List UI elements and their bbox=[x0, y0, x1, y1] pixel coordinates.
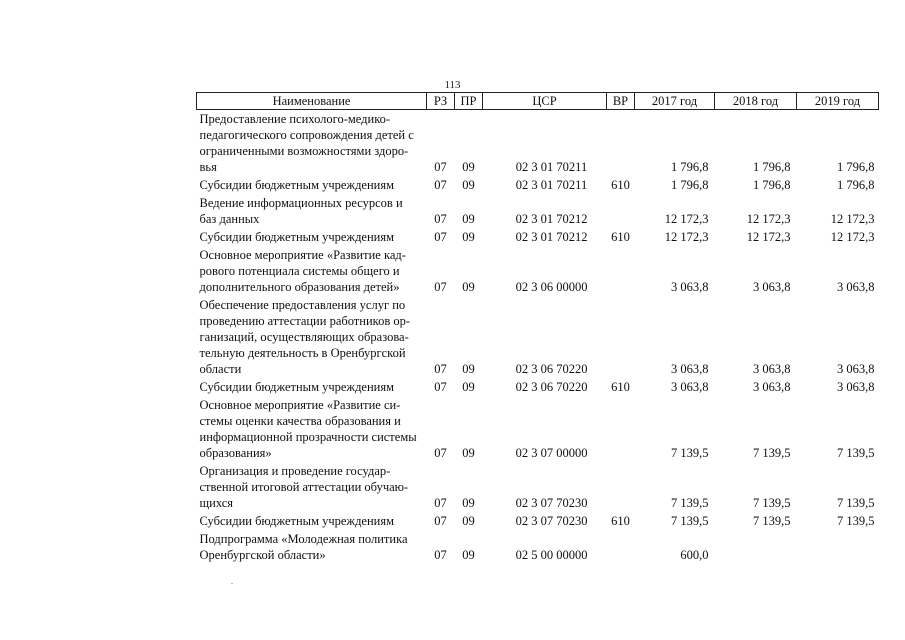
row-value-2019: 7 139,5 bbox=[837, 496, 875, 510]
row-pr: 09 bbox=[462, 514, 475, 528]
row-rz: 07 bbox=[434, 548, 447, 562]
row-name-line: проведению аттестации работников ор- bbox=[199, 314, 411, 328]
row-name-line: информационной прозрачности системы bbox=[199, 430, 417, 444]
row-name-line: дополнительного образования детей» bbox=[199, 280, 400, 294]
row-rz: 07 bbox=[434, 230, 447, 244]
table-row bbox=[197, 194, 879, 228]
row-rz: 07 bbox=[434, 514, 447, 528]
row-rz: 07 bbox=[434, 160, 447, 174]
row-name-line: области bbox=[199, 362, 242, 376]
row-vr: 610 bbox=[611, 380, 630, 394]
row-name bbox=[197, 246, 427, 296]
row-name bbox=[197, 530, 427, 564]
row-name-line: стемы оценки качества образования и bbox=[199, 414, 401, 428]
table-row bbox=[197, 396, 879, 462]
row-csr: 02 3 01 70212 bbox=[515, 230, 588, 244]
row-name-line: Субсидии бюджетным учреждениям bbox=[199, 514, 395, 528]
row-name-line: Субсидии бюджетным учреждениям bbox=[199, 380, 395, 394]
row-value-2018: 3 063,8 bbox=[753, 380, 791, 394]
row-vr bbox=[607, 246, 635, 296]
row-value-2017: 12 172,3 bbox=[664, 212, 709, 226]
row-csr: 02 3 07 00000 bbox=[515, 446, 588, 460]
row-value-2018: 1 796,8 bbox=[753, 160, 791, 174]
row-pr: 09 bbox=[462, 362, 475, 376]
row-csr: 02 3 07 70230 bbox=[515, 514, 588, 528]
row-rz: 07 bbox=[434, 280, 447, 294]
row-vr: 610 bbox=[611, 514, 630, 528]
table-row bbox=[197, 378, 879, 396]
row-name-line: Основное мероприятие «Развитие кад- bbox=[199, 248, 406, 262]
table-row bbox=[197, 246, 879, 296]
row-pr: 09 bbox=[462, 212, 475, 226]
header-row bbox=[197, 93, 879, 110]
row-value-2018: 7 139,5 bbox=[753, 514, 791, 528]
row-name bbox=[197, 512, 427, 530]
row-value-2019: 1 796,8 bbox=[837, 178, 875, 192]
header-pr: ПР bbox=[455, 93, 483, 110]
row-value-2019: 12 172,3 bbox=[830, 230, 875, 244]
row-name-line: ганизаций, осуществляющих образова- bbox=[199, 330, 409, 344]
header-csr: ЦСР bbox=[483, 93, 607, 110]
row-vr bbox=[607, 396, 635, 462]
row-value-2019: 12 172,3 bbox=[830, 212, 875, 226]
table-header bbox=[197, 93, 879, 110]
row-value-2017: 600,0 bbox=[680, 548, 709, 562]
table-row bbox=[197, 228, 879, 246]
row-name-line: образования» bbox=[199, 446, 272, 460]
row-csr: 02 3 01 70212 bbox=[515, 212, 588, 226]
row-value-2018: 3 063,8 bbox=[753, 280, 791, 294]
row-rz: 07 bbox=[434, 178, 447, 192]
row-value-2019: 1 796,8 bbox=[837, 160, 875, 174]
row-rz: 07 bbox=[434, 446, 447, 460]
row-vr bbox=[607, 194, 635, 228]
row-value-2017: 3 063,8 bbox=[671, 380, 709, 394]
row-csr: 02 5 00 00000 bbox=[515, 548, 588, 562]
row-name-line: Организация и проведение государ- bbox=[199, 464, 391, 478]
table-body bbox=[197, 110, 879, 565]
header-year-2019: 2019 год bbox=[797, 93, 879, 110]
row-csr: 02 3 01 70211 bbox=[515, 160, 588, 174]
row-name-line: Субсидии бюджетным учреждениям bbox=[199, 230, 395, 244]
row-name bbox=[197, 462, 427, 512]
table-row bbox=[197, 296, 879, 378]
row-value-2017: 7 139,5 bbox=[671, 514, 709, 528]
row-name-line: Основное мероприятие «Развитие си- bbox=[199, 398, 401, 412]
row-value-2018 bbox=[715, 530, 797, 564]
page-number: 113 bbox=[444, 79, 461, 91]
header-name: Наименование bbox=[197, 93, 427, 110]
row-name-line: Оренбургской области» bbox=[199, 548, 326, 562]
row-name bbox=[197, 396, 427, 462]
table-row bbox=[197, 530, 879, 564]
row-name-line: Ведение информационных ресурсов и bbox=[199, 196, 403, 210]
table-row bbox=[197, 110, 879, 177]
row-vr bbox=[607, 530, 635, 564]
row-rz: 07 bbox=[434, 496, 447, 510]
row-vr bbox=[607, 296, 635, 378]
row-csr: 02 3 06 70220 bbox=[515, 362, 588, 376]
row-value-2019: 7 139,5 bbox=[837, 446, 875, 460]
row-csr: 02 3 06 00000 bbox=[515, 280, 588, 294]
row-value-2019: 3 063,8 bbox=[837, 380, 875, 394]
row-pr: 09 bbox=[462, 380, 475, 394]
row-value-2019: 7 139,5 bbox=[837, 514, 875, 528]
row-name-line: тельную деятельность в Оренбургской bbox=[199, 346, 406, 360]
table-row bbox=[197, 462, 879, 512]
row-pr: 09 bbox=[462, 280, 475, 294]
row-vr: 610 bbox=[611, 230, 630, 244]
table-row bbox=[197, 176, 879, 194]
row-value-2018: 12 172,3 bbox=[746, 212, 791, 226]
row-name-line: Обеспечение предоставления услуг по bbox=[199, 298, 406, 312]
row-pr: 09 bbox=[462, 496, 475, 510]
row-value-2018: 7 139,5 bbox=[753, 446, 791, 460]
row-value-2017: 3 063,8 bbox=[671, 362, 709, 376]
row-name-line: баз данных bbox=[199, 212, 260, 226]
row-vr bbox=[607, 110, 635, 177]
row-name-line: щихся bbox=[199, 496, 234, 510]
row-rz: 07 bbox=[434, 362, 447, 376]
row-name-line: педагогического сопровождения детей с bbox=[199, 128, 414, 142]
header-rz: РЗ bbox=[427, 93, 455, 110]
row-rz: 07 bbox=[434, 212, 447, 226]
row-pr: 09 bbox=[462, 230, 475, 244]
row-name bbox=[197, 378, 427, 396]
header-vr: ВР bbox=[607, 93, 635, 110]
row-name bbox=[197, 194, 427, 228]
row-pr: 09 bbox=[462, 178, 475, 192]
row-value-2017: 1 796,8 bbox=[671, 178, 709, 192]
row-name-line: вья bbox=[199, 160, 217, 174]
row-csr: 02 3 07 70230 bbox=[515, 496, 588, 510]
row-name-line: рового потенциала системы общего и bbox=[199, 264, 400, 278]
row-pr: 09 bbox=[462, 160, 475, 174]
row-value-2017: 1 796,8 bbox=[671, 160, 709, 174]
row-value-2018: 12 172,3 bbox=[746, 230, 791, 244]
row-value-2018: 7 139,5 bbox=[753, 496, 791, 510]
scan-dot bbox=[231, 583, 233, 584]
row-name bbox=[197, 228, 427, 246]
row-value-2019: 3 063,8 bbox=[837, 362, 875, 376]
row-name-line: Субсидии бюджетным учреждениям bbox=[199, 178, 395, 192]
row-rz: 07 bbox=[434, 380, 447, 394]
row-csr: 02 3 01 70211 bbox=[515, 178, 588, 192]
row-name-line: Предоставление психолого-медико- bbox=[199, 112, 391, 126]
row-value-2017: 7 139,5 bbox=[671, 446, 709, 460]
table-row bbox=[197, 512, 879, 530]
row-csr: 02 3 06 70220 bbox=[515, 380, 588, 394]
header-year-2017: 2017 год bbox=[635, 93, 715, 110]
row-pr: 09 bbox=[462, 446, 475, 460]
row-value-2017: 12 172,3 bbox=[664, 230, 709, 244]
row-name-line: Подпрограмма «Молодежная политика bbox=[199, 532, 408, 546]
row-value-2018: 3 063,8 bbox=[753, 362, 791, 376]
row-name bbox=[197, 110, 427, 177]
row-name-line: ственной итоговой аттестации обучаю- bbox=[199, 480, 409, 494]
row-name bbox=[197, 176, 427, 194]
row-value-2019: 3 063,8 bbox=[837, 280, 875, 294]
row-vr bbox=[607, 462, 635, 512]
row-value-2017: 3 063,8 bbox=[671, 280, 709, 294]
row-vr: 610 bbox=[611, 178, 630, 192]
budget-table bbox=[196, 92, 879, 564]
row-value-2017: 7 139,5 bbox=[671, 496, 709, 510]
header-year-2018: 2018 год bbox=[715, 93, 797, 110]
row-value-2019 bbox=[797, 530, 879, 564]
row-name-line: ограниченными возможностями здоро- bbox=[199, 144, 409, 158]
row-pr: 09 bbox=[462, 548, 475, 562]
row-value-2018: 1 796,8 bbox=[753, 178, 791, 192]
row-name bbox=[197, 296, 427, 378]
